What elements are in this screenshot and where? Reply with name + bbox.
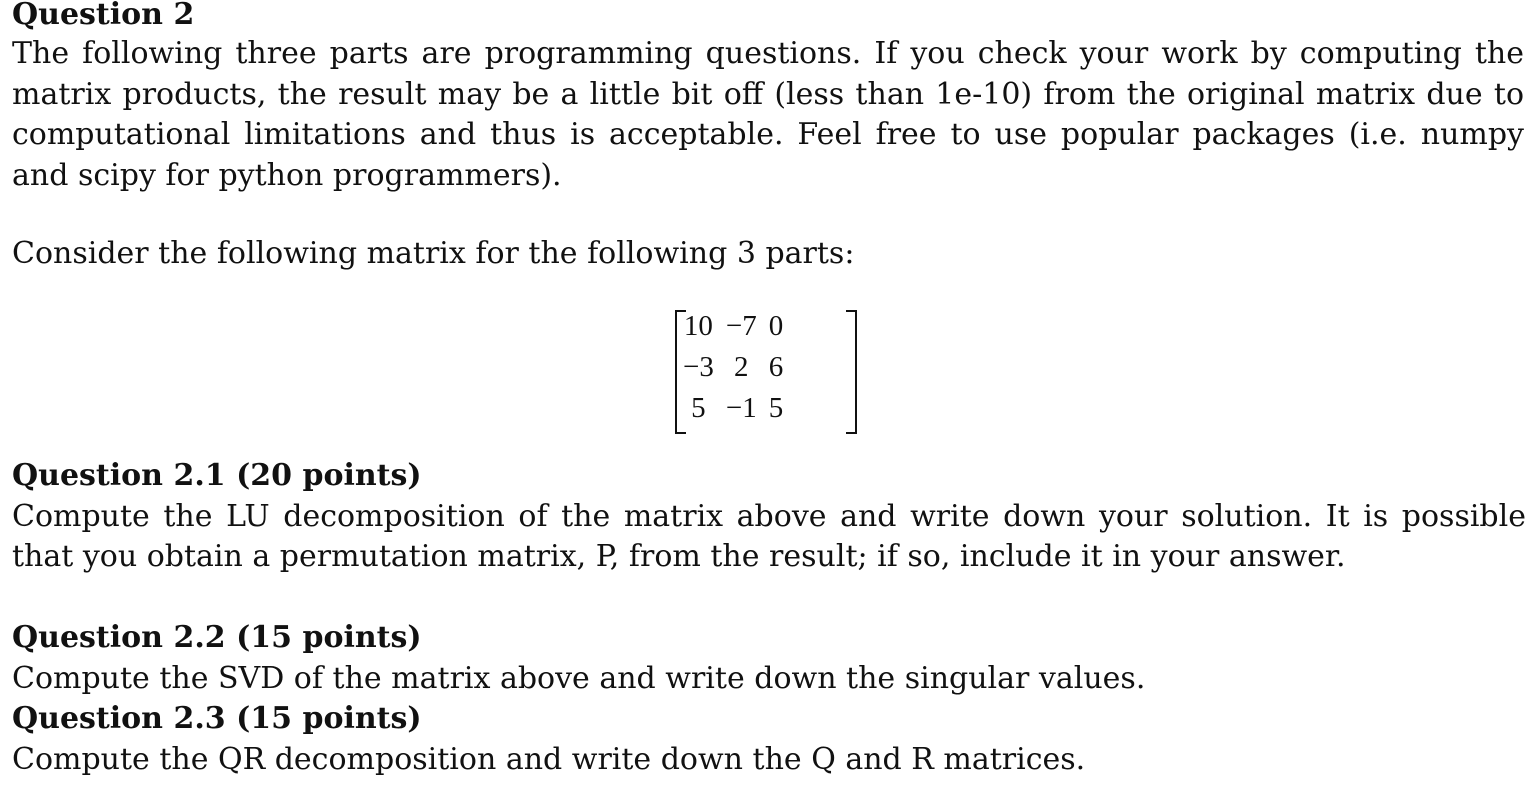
question-title: Question 2 [12,0,195,32]
matrix-cell: 2 [734,351,749,383]
matrix-right-bracket [846,310,857,434]
part-title: Question 2.2 (15 points) [12,620,422,655]
matrix-cell: 10 [683,310,713,342]
part-2-3 [12,699,1526,780]
part-2-1 [12,456,1526,578]
part-text: Compute the QR decomposition and write down the Q and R matrices. [12,741,1086,777]
part-2-2 [12,618,1526,699]
matrix-row [677,347,789,388]
question-intro: The following three parts are programming questions. If you check your work by computing the matrix products, the result may be a little bit off (less than 1e-10) from the original matrix due to computational limitations and thus is acceptable. Feel free to use popular packages (i.e. numpy and scipy for python programmers). [12,36,1524,193]
matrix-cell: −1 [725,392,757,424]
matrix-row [677,306,789,347]
matrix-cell: 6 [768,351,784,383]
part-text: Compute the SVD of the matrix above and write down the singular values. [12,660,1146,696]
part-title: Question 2.1 (20 points) [12,458,422,493]
matrix-row [677,388,789,429]
question-document [12,0,1524,275]
matrix-cell: −7 [725,310,757,342]
part-title: Question 2.3 (15 points) [12,701,422,736]
matrix-cell: 5 [768,392,784,424]
matrix-intro: Consider the following matrix for the following 3 parts: [12,236,855,271]
part-text: Compute the LU decomposition of the matrix above and write down your solution. It is possible that you obtain a permutation matrix, P, from the result; if so, include it in your answer. [12,498,1526,574]
matrix [665,306,875,432]
matrix-cell: 5 [691,392,706,424]
matrix-cell: 0 [768,310,784,342]
matrix-table [677,306,789,429]
matrix-cell: −3 [683,351,714,383]
